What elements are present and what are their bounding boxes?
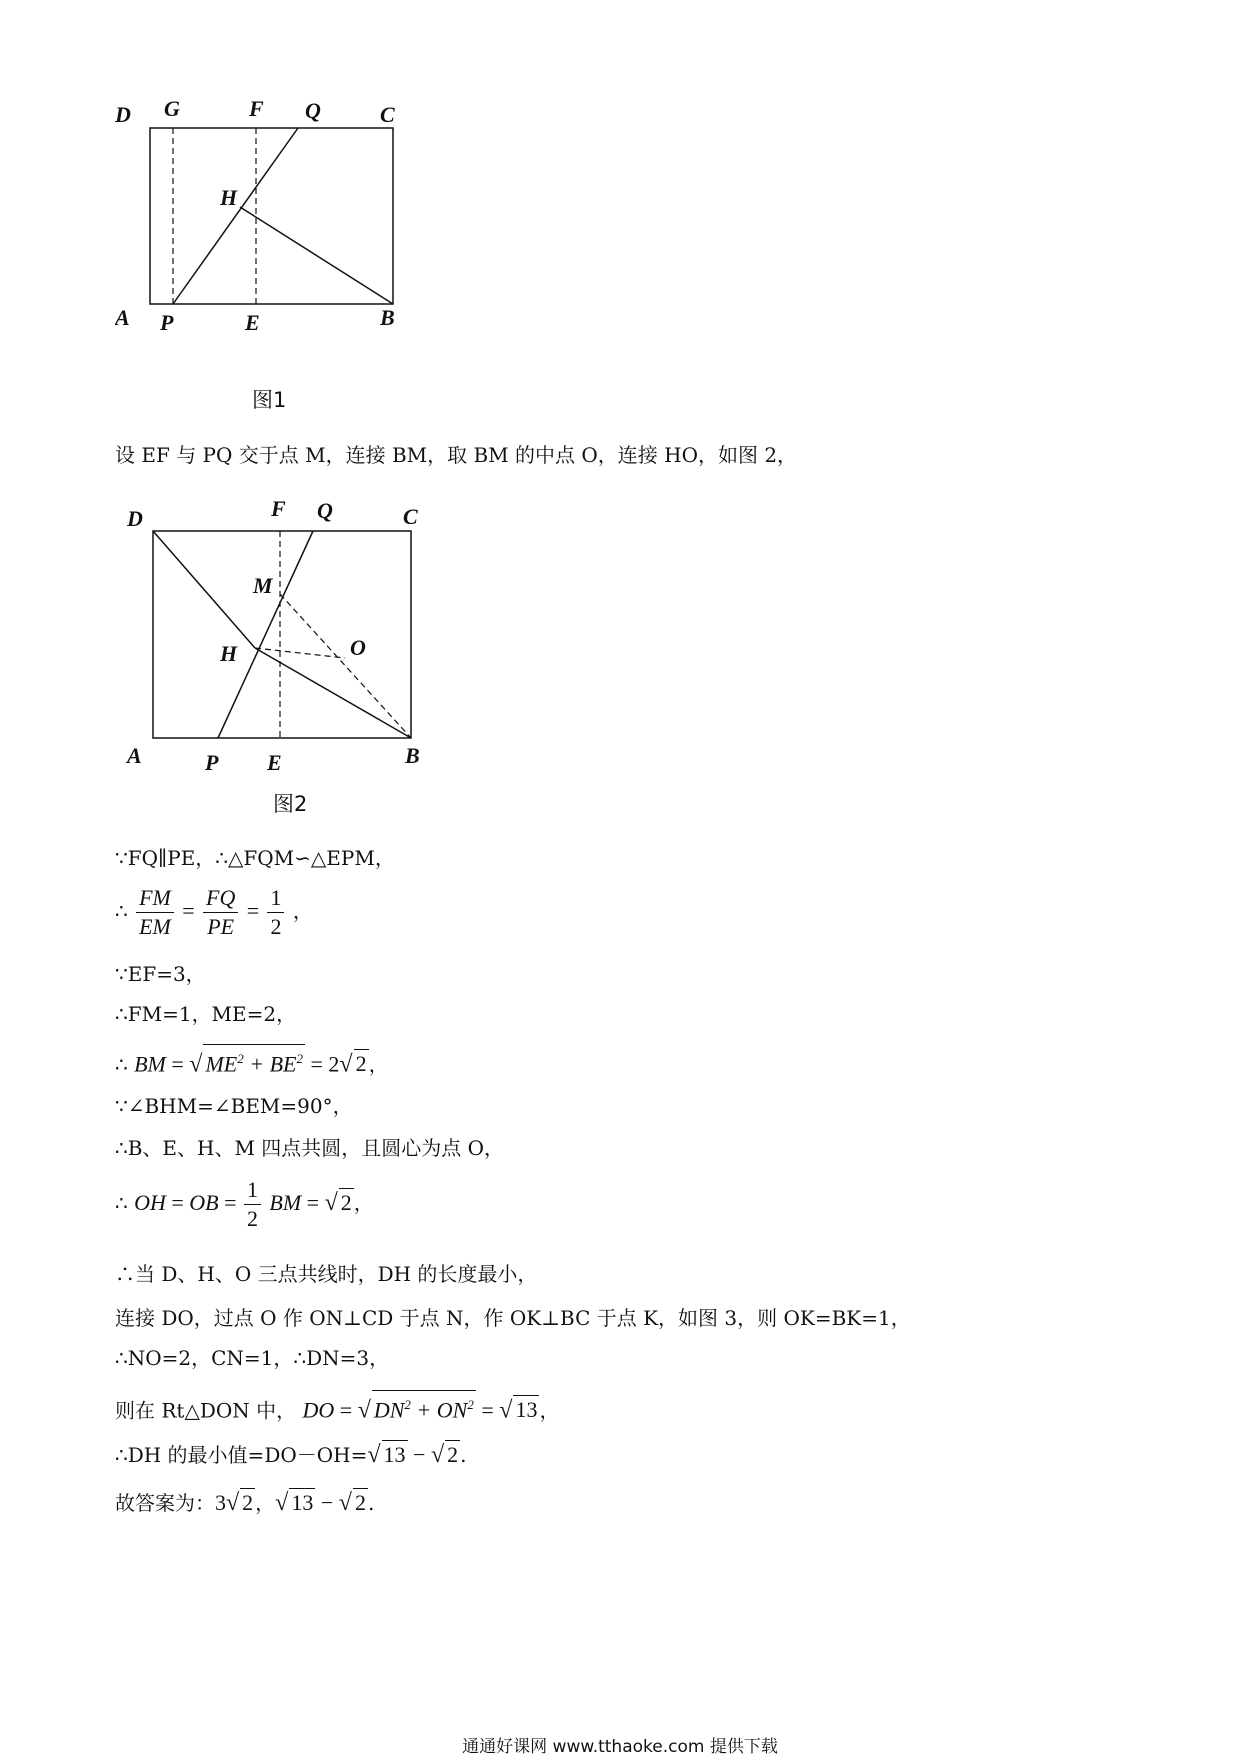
label-F: F bbox=[249, 100, 264, 121]
fraction-half: $\frac{1}{2}$ bbox=[244, 1176, 261, 1233]
solution-line-14: 故答案为：3√ 2 ，√ 13 − √ 2 . bbox=[115, 1490, 375, 1516]
solution-line-3: ∵EF=3， bbox=[115, 962, 206, 986]
footer-watermark: 通通好课网 www.tthaoke.com 提供下载 bbox=[462, 1737, 778, 1757]
label-G: G bbox=[164, 100, 180, 121]
label-Q: Q bbox=[305, 100, 321, 123]
solution-line-8: ∴ OH = OB = $\frac{1}{2}$ BM = √ 2 ， bbox=[115, 1177, 374, 1231]
figure-1-caption: 图1 bbox=[252, 388, 287, 412]
solution-line-10: 连接 DO，过点 O 作 ON⊥CD 于点 N，作 OK⊥BC 于点 K，如图 3，则 OK=BK=1， bbox=[115, 1306, 911, 1330]
label-D: D bbox=[127, 506, 143, 531]
label-P: P bbox=[160, 310, 174, 335]
label-F: F bbox=[271, 498, 286, 521]
fraction-fm-em: $\frac{FM}{EM}$ bbox=[136, 884, 174, 941]
solution-line-6: ∵∠BHM=∠BEM=90°， bbox=[115, 1094, 353, 1118]
solution-line-13: ∴DH 的最小值=DO－OH=√ 13 − √ 2 . bbox=[115, 1442, 467, 1468]
label-P: P bbox=[205, 750, 219, 775]
figure-1 bbox=[115, 100, 475, 340]
fraction-one-half: $\frac{1}{2}$ bbox=[267, 884, 284, 941]
label-A: A bbox=[115, 305, 130, 330]
solution-line-9: ∴当 D、H、O 三点共线时，DH 的长度最小， bbox=[115, 1262, 538, 1286]
label-H: H bbox=[220, 185, 238, 210]
figure-2 bbox=[115, 498, 475, 788]
label-H: H bbox=[220, 641, 238, 666]
label-O: O bbox=[350, 635, 366, 660]
solution-line-4: ∴FM=1，ME=2， bbox=[115, 1002, 297, 1026]
intro-text: 设 EF 与 PQ 交于点 M，连接 BM，取 BM 的中点 O，连接 HO，如图 2， bbox=[115, 443, 798, 467]
solution-line-2: ∴ $\frac{FM}{EM}$ = $\frac{FQ}{PE}$ = $\frac{1}{2}$ ， bbox=[115, 885, 313, 939]
label-C: C bbox=[380, 102, 395, 127]
figure-2-caption: 图2 bbox=[273, 792, 308, 816]
solution-line-7: ∴B、E、H、M 四点共圆，且圆心为点 O， bbox=[115, 1136, 505, 1160]
figure-1-diagram bbox=[115, 100, 475, 340]
label-E: E bbox=[245, 310, 260, 335]
label-E: E bbox=[267, 750, 282, 775]
fraction-fq-pe: $\frac{FQ}{PE}$ bbox=[203, 884, 238, 941]
label-C: C bbox=[403, 504, 418, 529]
label-A: A bbox=[127, 743, 142, 768]
label-D: D bbox=[115, 102, 131, 127]
solution-line-1: ∵FQ∥PE，∴△FQM∽△EPM， bbox=[115, 846, 395, 870]
label-B: B bbox=[380, 305, 395, 330]
solution-line-12: 则在 Rt△DON 中， DO = √ $DN^2 + ON^2$ = √ 13 ， bbox=[115, 1390, 559, 1424]
label-M: M bbox=[253, 573, 273, 598]
solution-line-11: ∴NO=2，CN=1，∴DN=3， bbox=[115, 1346, 390, 1370]
label-Q: Q bbox=[317, 498, 333, 523]
figure-2-diagram bbox=[115, 498, 475, 788]
label-B: B bbox=[405, 743, 420, 768]
solution-line-5: ∴ BM = √ $ME^2 + BE^2 = 2√$ 2 ， bbox=[115, 1044, 389, 1078]
